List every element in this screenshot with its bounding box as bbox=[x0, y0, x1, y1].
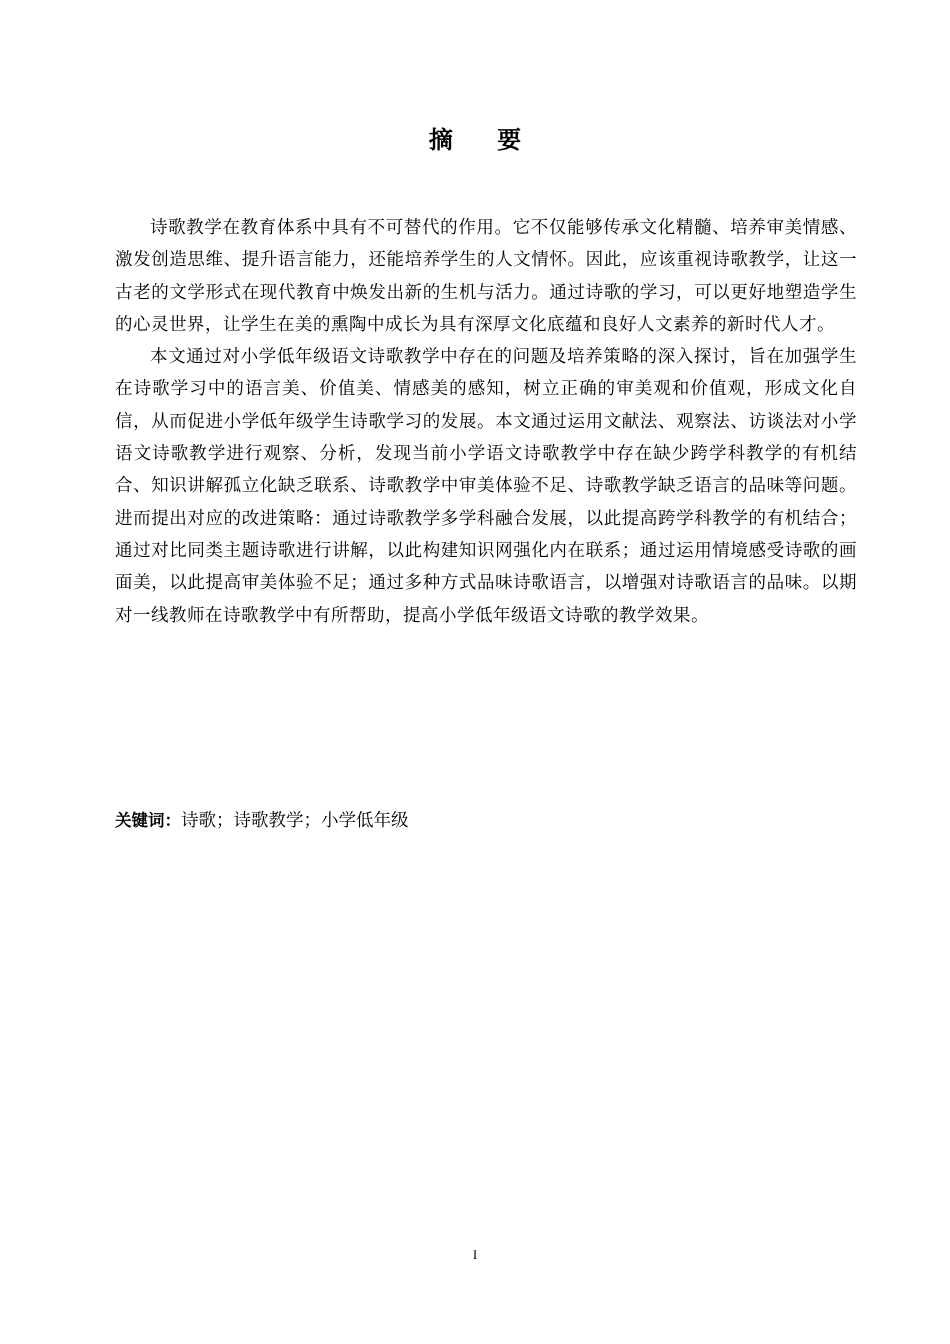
abstract-paragraph-1: 诗歌教学在教育体系中具有不可替代的作用。它不仅能够传承文化精髓、培养审美情感、激发创造思维、提升语言能力，还能培养学生的人文情怀。因此，应该重视诗歌教学，让这一古老的文学形式在现代教育中焕发出新的生机与活力。通过诗歌的学习，可以更好地塑造学生的心灵世界，让学生在美的熏陶中成长为具有深厚文化底蕴和良好人文素养的新时代人才。 bbox=[115, 218, 857, 335]
keywords-line bbox=[115, 805, 857, 837]
abstract-body bbox=[115, 212, 857, 632]
page-title: 摘 要 bbox=[428, 126, 540, 154]
keywords-text: 诗歌；诗歌教学；小学低年级 bbox=[181, 811, 409, 831]
abstract-paragraph-2: 本文通过对小学低年级语文诗歌教学中存在的问题及培养策略的深入探讨，旨在加强学生在诗歌学习中的语言美、价值美、情感美的感知，树立正确的审美观和价值观，形成文化自信，从而促进小学低年级学生诗歌学习的发展。本文通过运用文献法、观察法、访谈法对小学语文诗歌教学进行观察、分析，发现当前小学语文诗歌教学中存在缺少跨学科教学的有机结合、知识讲解孤立化缺乏联系、诗歌教学中审美体验不足、诗歌教学缺乏语言的品味等问题。进而提出对应的改进策略：通过诗歌教学多学科融合发展，以此提高跨学科教学的有机结合；通过对比同类主题诗歌进行讲解，以此构建知识网强化内在联系；通过运用情境感受诗歌的画面美，以此提高审美体验不足；通过多种方式品味诗歌语言，以增强对诗歌语言的品味。以期对一线教师在诗歌教学中有所帮助，提高小学低年级语文诗歌的教学效果。 bbox=[115, 347, 857, 626]
page-number: I bbox=[472, 1247, 478, 1262]
keywords-label: 关键词： bbox=[115, 811, 181, 830]
